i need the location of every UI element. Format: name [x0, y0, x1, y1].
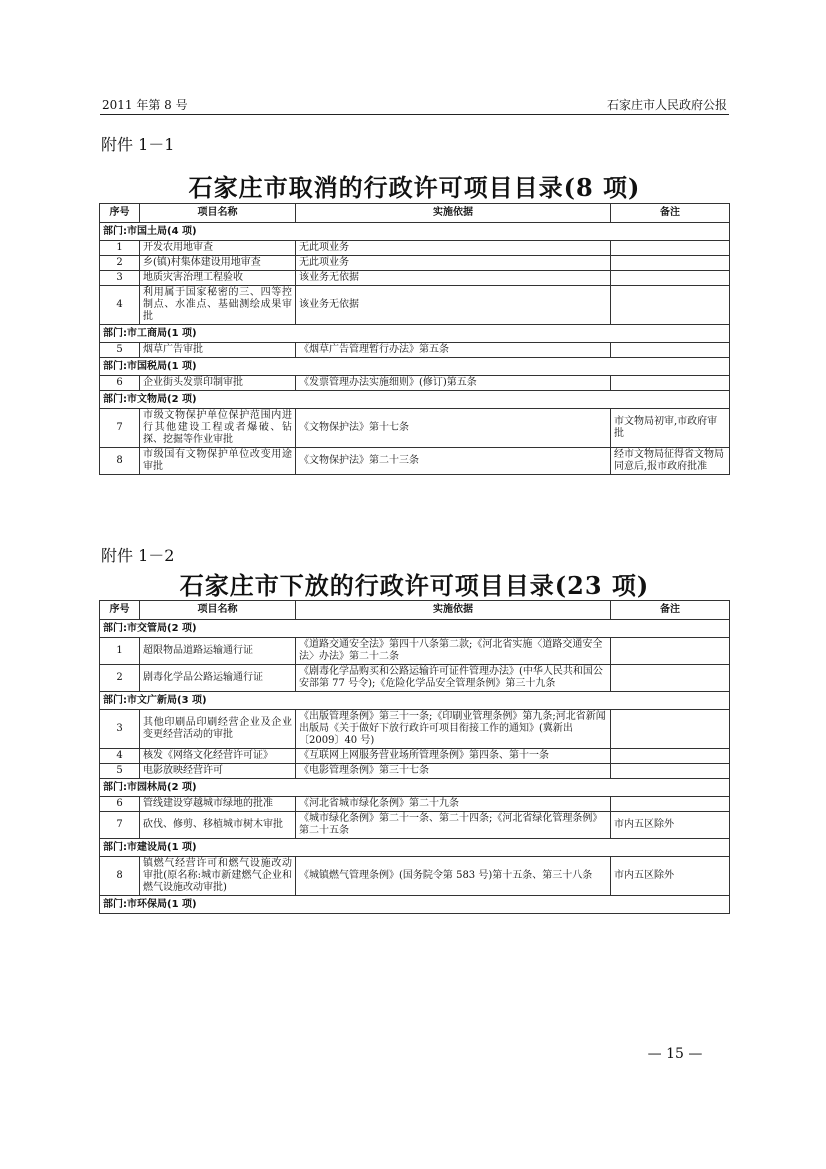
item-name: 其他印刷品印刷经营企业及企业变更经营活动的审批 — [140, 710, 296, 749]
item-number: 6 — [100, 376, 140, 391]
item-name: 开发农用地审查 — [140, 241, 296, 256]
legal-basis: 《道路交通安全法》第四十八条第二款;《河北省实施〈道路交通安全法〉办法》第二十二条 — [296, 638, 611, 665]
remarks — [611, 710, 730, 749]
column-header-basis: 实施依据 — [296, 204, 611, 223]
item-number: 7 — [100, 409, 140, 448]
table-row — [100, 241, 730, 256]
column-header-basis: 实施依据 — [296, 601, 611, 620]
table-row — [100, 764, 730, 779]
table-row — [100, 256, 730, 271]
column-header-name: 项目名称 — [140, 204, 296, 223]
department-row — [100, 896, 730, 914]
table-row — [100, 857, 730, 896]
table-row — [100, 797, 730, 812]
issue-label: 2011 年第 8 号 — [102, 98, 188, 112]
item-number: 1 — [100, 241, 140, 256]
section-title-1: 石家庄市取消的行政许可项目目录(8 项) — [188, 173, 641, 202]
remarks — [611, 271, 730, 286]
legal-basis: 《出版管理条例》第三十一条;《印刷业管理条例》第九条;河北省新闻出版局《关于做好下放行政许可项目衔接工作的通知》(冀新出〔2009〕40 号) — [296, 710, 611, 749]
department-row — [100, 839, 730, 857]
department-label: 部门:市工商局(1 项) — [100, 325, 730, 343]
legal-basis: 《河北省城市绿化条例》第二十九条 — [296, 797, 611, 812]
item-name: 市级文物保护单位保护范围内进行其他建设工程或者爆破、钻探、挖掘等作业审批 — [140, 409, 296, 448]
table-row — [100, 376, 730, 391]
remarks — [611, 764, 730, 779]
department-row — [100, 692, 730, 710]
legal-basis: 无此项业务 — [296, 256, 611, 271]
item-name: 乡(镇)村集体建设用地审查 — [140, 256, 296, 271]
column-header-remarks: 备注 — [611, 204, 730, 223]
column-header-name: 项目名称 — [140, 601, 296, 620]
item-name: 管线建设穿越城市绿地的批准 — [140, 797, 296, 812]
item-name: 企业街头发票印制审批 — [140, 376, 296, 391]
remarks — [611, 343, 730, 358]
item-name: 镇燃气经营许可和燃气设施改动审批(原名称:城市新建燃气企业和燃气设施改动审批) — [140, 857, 296, 896]
table-row — [100, 749, 730, 764]
attachment-label-1: 附件 1－1 — [101, 135, 175, 154]
item-name: 市级国有文物保护单位改变用途审批 — [140, 448, 296, 475]
delegated-items-table — [99, 600, 730, 914]
department-label: 部门:市交管局(2 项) — [100, 620, 730, 638]
item-name: 烟草广告审批 — [140, 343, 296, 358]
table-row — [100, 409, 730, 448]
legal-basis: 《发票管理办法实施细则》(修订)第五条 — [296, 376, 611, 391]
item-number: 3 — [100, 710, 140, 749]
department-label: 部门:市环保局(1 项) — [100, 896, 730, 914]
item-name: 砍伐、修剪、移植城市树木审批 — [140, 812, 296, 839]
item-number: 6 — [100, 797, 140, 812]
table-row — [100, 710, 730, 749]
department-label: 部门:市文物局(2 项) — [100, 391, 730, 409]
department-row — [100, 779, 730, 797]
department-row — [100, 358, 730, 376]
table-row — [100, 448, 730, 475]
remarks — [611, 241, 730, 256]
remarks — [611, 376, 730, 391]
legal-basis: 无此项业务 — [296, 241, 611, 256]
item-number: 3 — [100, 271, 140, 286]
legal-basis: 《文物保护法》第十七条 — [296, 409, 611, 448]
item-number: 4 — [100, 286, 140, 325]
item-number: 4 — [100, 749, 140, 764]
item-name: 核发《网络文化经营许可证》 — [140, 749, 296, 764]
cancelled-items-table — [99, 203, 730, 475]
legal-basis: 《剧毒化学品购买和公路运输许可证件管理办法》(中华人民共和国公安部第 77 号令);《危险化学品安全管理条例》第三十九条 — [296, 665, 611, 692]
column-header-no: 序号 — [100, 601, 140, 620]
legal-basis: 《城镇燃气管理条例》(国务院令第 583 号)第十五条、第三十八条 — [296, 857, 611, 896]
remarks — [611, 256, 730, 271]
department-label: 部门:市园林局(2 项) — [100, 779, 730, 797]
table-row — [100, 286, 730, 325]
column-header-no: 序号 — [100, 204, 140, 223]
table-row — [100, 812, 730, 839]
legal-basis: 该业务无依据 — [296, 271, 611, 286]
item-number: 7 — [100, 812, 140, 839]
department-row — [100, 223, 730, 241]
department-label: 部门:市国土局(4 项) — [100, 223, 730, 241]
table-row — [100, 343, 730, 358]
department-row — [100, 325, 730, 343]
remarks — [611, 286, 730, 325]
legal-basis: 《烟草广告管理暂行办法》第五条 — [296, 343, 611, 358]
section-title-2: 石家庄市下放的行政许可项目目录(23 项) — [179, 571, 650, 600]
item-number: 2 — [100, 665, 140, 692]
department-label: 部门:市文广新局(3 项) — [100, 692, 730, 710]
item-name: 利用属于国家秘密的三、四等控制点、水准点、基础测绘成果审批 — [140, 286, 296, 325]
remarks — [611, 665, 730, 692]
remarks: 经市文物局征得省文物局同意后,报市政府批准 — [611, 448, 730, 475]
attachment-label-2: 附件 1－2 — [101, 546, 175, 565]
item-number: 5 — [100, 343, 140, 358]
table-header-row — [100, 601, 730, 620]
department-row — [100, 620, 730, 638]
remarks — [611, 797, 730, 812]
item-name: 电影放映经营许可 — [140, 764, 296, 779]
department-row — [100, 391, 730, 409]
table-row — [100, 271, 730, 286]
item-name: 地质灾害治理工程验收 — [140, 271, 296, 286]
remarks — [611, 749, 730, 764]
remarks: 市内五区除外 — [611, 857, 730, 896]
column-header-remarks: 备注 — [611, 601, 730, 620]
item-name: 超限物品道路运输通行证 — [140, 638, 296, 665]
legal-basis: 《城市绿化条例》第二十一条、第二十四条;《河北省绿化管理条例》第二十五条 — [296, 812, 611, 839]
item-number: 1 — [100, 638, 140, 665]
page-header — [100, 94, 729, 115]
remarks — [611, 638, 730, 665]
table-header-row — [100, 204, 730, 223]
legal-basis: 《文物保护法》第二十三条 — [296, 448, 611, 475]
legal-basis: 《互联网上网服务营业场所管理条例》第四条、第十一条 — [296, 749, 611, 764]
legal-basis: 《电影管理条例》第三十七条 — [296, 764, 611, 779]
item-number: 8 — [100, 857, 140, 896]
item-number: 5 — [100, 764, 140, 779]
table-row — [100, 665, 730, 692]
legal-basis: 该业务无依据 — [296, 286, 611, 325]
remarks: 市内五区除外 — [611, 812, 730, 839]
item-number: 8 — [100, 448, 140, 475]
department-label: 部门:市国税局(1 项) — [100, 358, 730, 376]
table-row — [100, 638, 730, 665]
department-label: 部门:市建设局(1 项) — [100, 839, 730, 857]
item-number: 2 — [100, 256, 140, 271]
publication-name: 石家庄市人民政府公报 — [606, 98, 727, 112]
item-name: 剧毒化学品公路运输通行证 — [140, 665, 296, 692]
remarks: 市文物局初审,市政府审批 — [611, 409, 730, 448]
page-number: — 15 — — [647, 1046, 703, 1062]
